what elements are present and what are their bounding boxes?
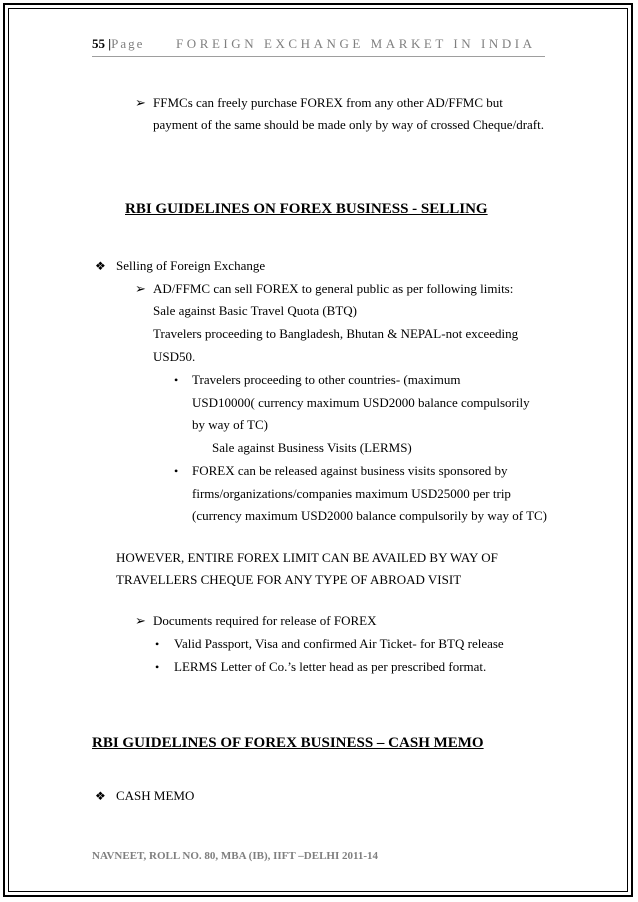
business-visit-line3: (currency maximum USD2000 balance compulsorily by way of TC)	[192, 508, 548, 523]
lerms-line: Sale against Business Visits (LERMS)	[212, 440, 412, 455]
arrow-bullet-icon: ➢	[135, 613, 146, 628]
document-title: FOREIGN EXCHANGE MARKET IN INDIA	[176, 36, 536, 51]
page-number: 55	[92, 36, 105, 51]
bullet-icon: •	[155, 637, 160, 651]
bangladesh-line1: Travelers proceeding to Bangladesh, Bhutan & NEPAL-not exceeding	[153, 326, 519, 341]
section-heading-selling: RBI GUIDELINES ON FOREX BUSINESS - SELLING	[125, 201, 488, 217]
other-countries-line1: Travelers proceeding to other countries- (maximum	[192, 372, 461, 387]
diamond-bullet-icon: ❖	[95, 789, 106, 803]
selling-limits: AD/FFMC can sell FOREX to general public as per following limits:	[153, 281, 514, 296]
other-countries-line3: by way of TC)	[192, 417, 268, 432]
bullet-icon: •	[155, 660, 160, 674]
page-separator: |	[108, 36, 112, 51]
bullet-icon: •	[174, 373, 179, 387]
arrow-bullet-icon: ➢	[135, 95, 146, 110]
cash-memo-item: CASH MEMO	[116, 788, 195, 803]
page-label: Page	[111, 36, 145, 51]
btq-line: Sale against Basic Travel Quota (BTQ)	[153, 303, 357, 318]
bullet-icon: •	[174, 464, 179, 478]
document-passport: Valid Passport, Visa and confirmed Air Ticket- for BTQ release	[174, 636, 504, 651]
ffmc-purchase-line1: FFMCs can freely purchase FOREX from any other AD/FFMC but	[153, 95, 503, 110]
arrow-bullet-icon: ➢	[135, 281, 146, 296]
travellers-cheque-line1: HOWEVER, ENTIRE FOREX LIMIT CAN BE AVAILED BY WAY OF	[116, 550, 498, 565]
ffmc-purchase-line2: payment of the same should be made only by way of crossed Cheque/draft.	[153, 117, 544, 132]
document-lerms-letter: LERMS Letter of Co.’s letter head as per prescribed format.	[174, 659, 487, 674]
bangladesh-line2: USD50.	[153, 349, 196, 364]
page-footer: NAVNEET, ROLL NO. 80, MBA (IB), IIFT –DELHI 2011-14	[92, 850, 379, 862]
selling-item: Selling of Foreign Exchange	[116, 258, 266, 273]
page-header	[92, 36, 545, 57]
business-visit-line2: firms/organizations/companies maximum USD25000 per trip	[192, 486, 511, 501]
other-countries-line2: USD10000( currency maximum USD2000 balance compulsorily	[192, 395, 530, 410]
travellers-cheque-line2: TRAVELLERS CHEQUE FOR ANY TYPE OF ABROAD VISIT	[116, 572, 462, 587]
documents-required: Documents required for release of FOREX	[153, 613, 377, 628]
business-visit-line1: FOREX can be released against business visits sponsored by	[192, 463, 508, 478]
diamond-bullet-icon: ❖	[95, 259, 106, 273]
section-heading-cash-memo: RBI GUIDELINES OF FOREX BUSINESS – CASH MEMO	[92, 735, 484, 751]
